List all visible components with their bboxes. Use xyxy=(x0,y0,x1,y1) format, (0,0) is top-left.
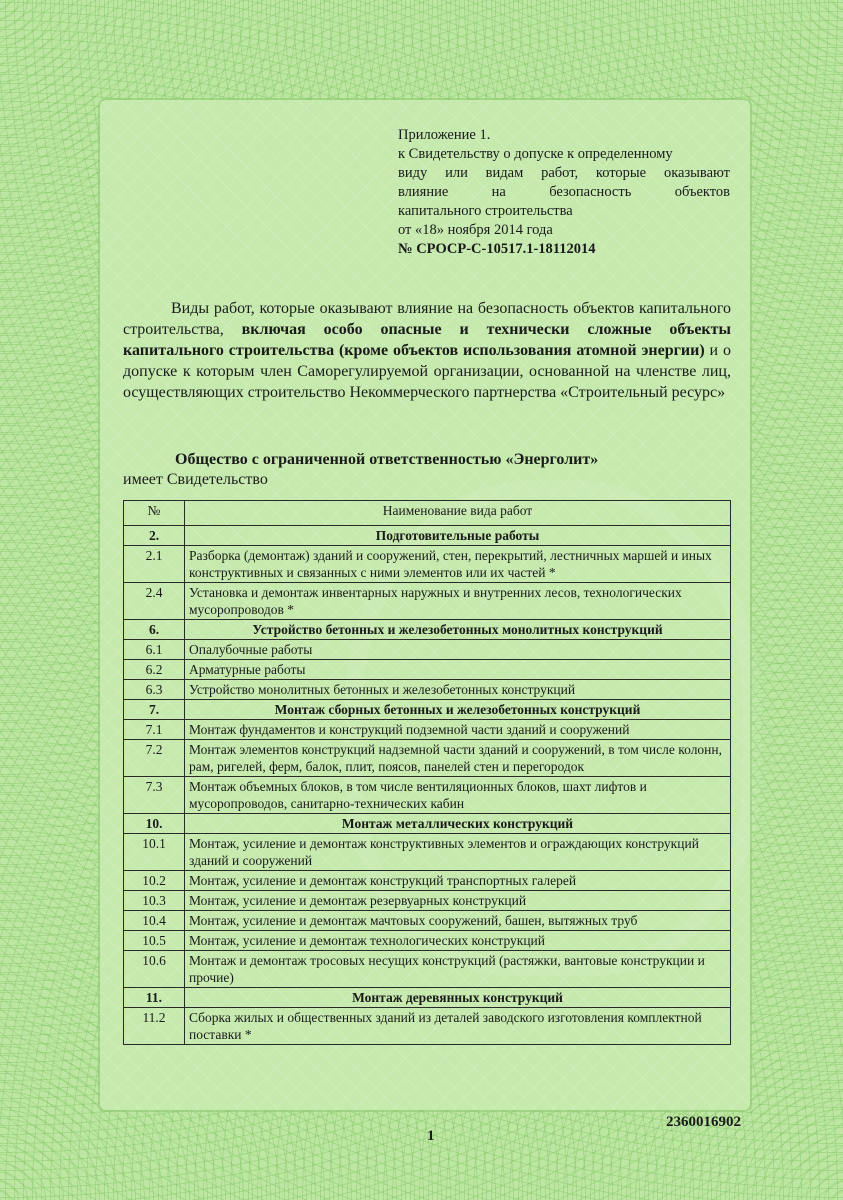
work-name: Монтаж фундаментов и конструкций подземной части зданий и сооружений xyxy=(185,720,731,740)
row-number: 7. xyxy=(124,700,185,720)
table-row xyxy=(124,871,731,891)
appendix-line: влияние на безопасность объектов xyxy=(398,184,730,200)
table-section-row xyxy=(124,620,731,640)
appendix-line: к Свидетельству о допуске к определенному xyxy=(398,146,673,162)
work-name: Сборка жилых и общественных зданий из деталей заводского изготовления комплектной поставки * xyxy=(185,1008,731,1045)
table-row xyxy=(124,834,731,871)
table-row xyxy=(124,720,731,740)
table-row xyxy=(124,680,731,700)
table-section-row xyxy=(124,526,731,546)
works-table xyxy=(123,500,731,1045)
section-title: Устройство бетонных и железобетонных монолитных конструкций xyxy=(185,620,731,640)
row-number: 10.3 xyxy=(124,891,185,911)
row-number: 11.2 xyxy=(124,1008,185,1045)
table-section-row xyxy=(124,988,731,1008)
row-number: 10.6 xyxy=(124,951,185,988)
table-body xyxy=(124,526,731,1045)
document-code: 2360016902 xyxy=(666,1114,741,1130)
section-title: Подготовительные работы xyxy=(185,526,731,546)
table-section-row xyxy=(124,814,731,834)
work-name: Монтаж, усиление и демонтаж конструктивных элементов и ограждающих конструкций зданий и сооружений xyxy=(185,834,731,871)
row-number: 6.1 xyxy=(124,640,185,660)
work-name: Монтаж, усиление и демонтаж резервуарных конструкций xyxy=(185,891,731,911)
row-number: 2.4 xyxy=(124,583,185,620)
work-name: Разборка (демонтаж) зданий и сооружений, стен, перекрытий, лестничных маршей и иных конструктивных и связанных с ними элементов или их частей * xyxy=(185,546,731,583)
work-name: Установка и демонтаж инвентарных наружных и внутренних лесов, технологических мусоропроводов * xyxy=(185,583,731,620)
table-row xyxy=(124,891,731,911)
row-number: 7.3 xyxy=(124,777,185,814)
table-row xyxy=(124,583,731,620)
table-row xyxy=(124,546,731,583)
row-number: 10.5 xyxy=(124,931,185,951)
row-number: 11. xyxy=(124,988,185,1008)
table-row xyxy=(124,951,731,988)
appendix-line: виду или видам работ, которые оказывают xyxy=(398,165,730,181)
intro-paragraph xyxy=(123,298,731,403)
column-header-name: Наименование вида работ xyxy=(185,501,731,526)
work-name: Устройство монолитных бетонных и железобетонных конструкций xyxy=(185,680,731,700)
row-number: 7.1 xyxy=(124,720,185,740)
work-name: Монтаж, усиление и демонтаж технологических конструкций xyxy=(185,931,731,951)
organization-name: Общество с ограниченной ответственностью «Энерголит» xyxy=(175,451,599,468)
row-number: 10. xyxy=(124,814,185,834)
row-number: 10.2 xyxy=(124,871,185,891)
work-name: Монтаж объемных блоков, в том числе вентиляционных блоков, шахт лифтов и мусоропроводов, санитарно-технических кабин xyxy=(185,777,731,814)
table-row xyxy=(124,931,731,951)
row-number: 10.1 xyxy=(124,834,185,871)
row-number: 10.4 xyxy=(124,911,185,931)
table-row xyxy=(124,740,731,777)
appendix-date: от «18» ноября 2014 года xyxy=(398,222,553,238)
intro-bold-text: включая особо опасные и технически сложные объекты капитального строительства (кроме объектов использования атомной энергии) xyxy=(123,321,731,359)
work-name: Монтаж и демонтаж тросовых несущих конструкций (растяжки, вантовые конструкции и прочие) xyxy=(185,951,731,988)
work-name: Арматурные работы xyxy=(185,660,731,680)
table-row xyxy=(124,1008,731,1045)
section-title: Монтаж деревянных конструкций xyxy=(185,988,731,1008)
work-name: Опалубочные работы xyxy=(185,640,731,660)
row-number: 6.2 xyxy=(124,660,185,680)
row-number: 6.3 xyxy=(124,680,185,700)
has-certificate-text: имеет Свидетельство xyxy=(123,471,268,488)
table-row xyxy=(124,660,731,680)
table-row xyxy=(124,640,731,660)
row-number: 6. xyxy=(124,620,185,640)
table-section-row xyxy=(124,700,731,720)
table-header-row xyxy=(124,501,731,526)
table-row xyxy=(124,911,731,931)
row-number: 2.1 xyxy=(124,546,185,583)
row-number: 2. xyxy=(124,526,185,546)
section-title: Монтаж металлических конструкций xyxy=(185,814,731,834)
organization-block xyxy=(123,450,731,490)
column-header-number: № xyxy=(124,501,185,526)
intro-text-end: и о допуске к которым член Саморегулируемой организации, основанной на членстве лиц, осуществляющих строительство Некоммерческого партнерства «Строительный ресурс» xyxy=(123,342,732,401)
row-number: 7.2 xyxy=(124,740,185,777)
page-number: 1 xyxy=(427,1128,435,1144)
work-name: Монтаж, усиление и демонтаж мачтовых сооружений, башен, вытяжных труб xyxy=(185,911,731,931)
intro-text: Виды работ, которые оказывают влияние на безопасность объектов капитального строительства, xyxy=(123,300,731,338)
section-title: Монтаж сборных бетонных и железобетонных конструкций xyxy=(185,700,731,720)
appendix-line: капитального строительства xyxy=(398,203,573,219)
appendix-header xyxy=(398,126,730,259)
work-name: Монтаж элементов конструкций надземной части зданий и сооружений, в том числе колонн, рам, ригелей, ферм, балок, плит, поясов, панелей стен и перегородок xyxy=(185,740,731,777)
table-row xyxy=(124,777,731,814)
work-name: Монтаж, усиление и демонтаж конструкций транспортных галерей xyxy=(185,871,731,891)
certificate-number: № СРОСР-С-10517.1-18112014 xyxy=(398,241,596,257)
appendix-title: Приложение 1. xyxy=(398,127,491,143)
